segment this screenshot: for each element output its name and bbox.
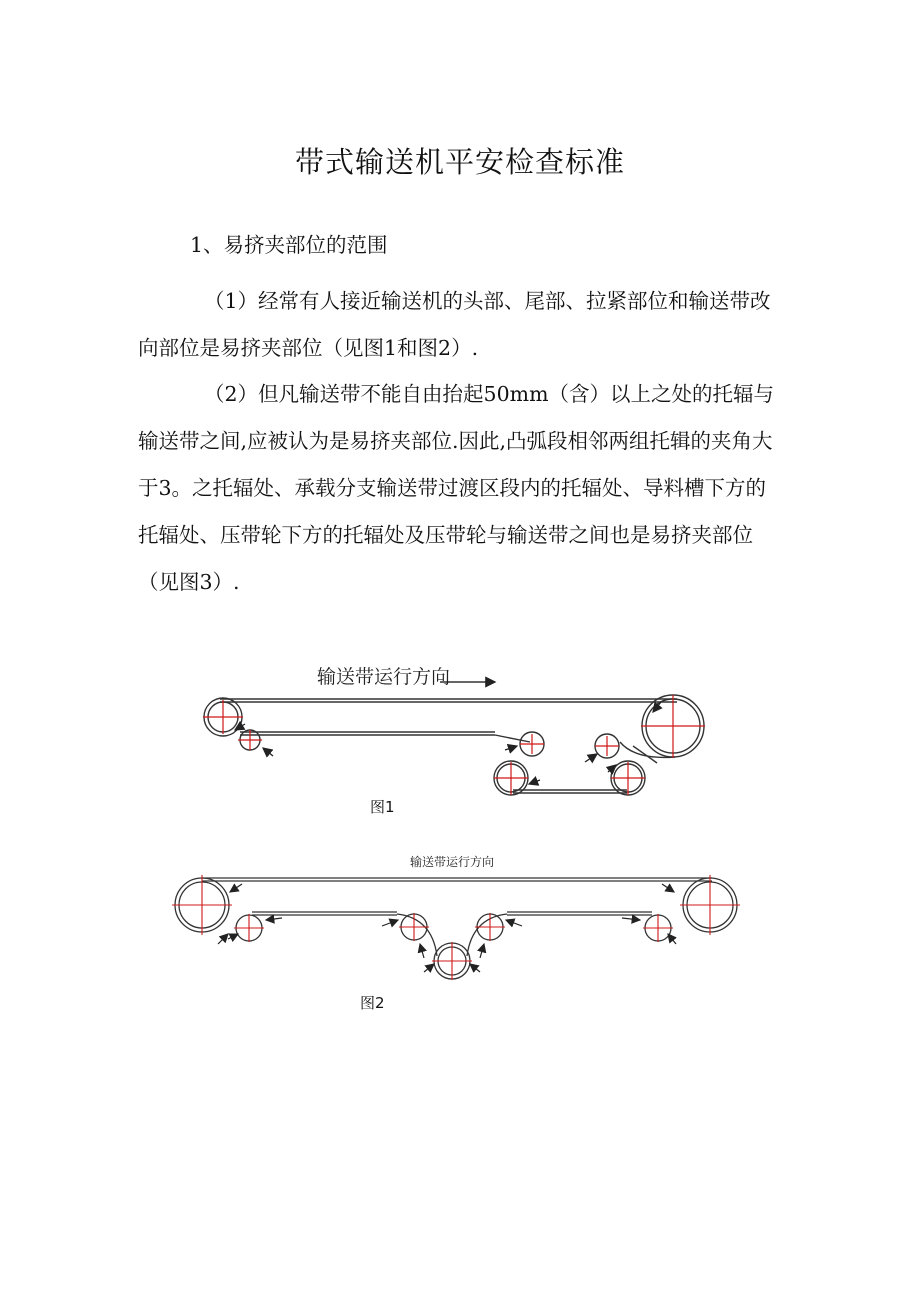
paragraph-1-block (138, 278, 778, 372)
figure-1-caption: 图1 (370, 798, 395, 816)
figure-2-caption: 图2 (360, 994, 385, 1012)
document-title: 带式输送机平安检查标准 (294, 145, 625, 179)
figure-2-direction-label: 输送带运行方向 (410, 855, 495, 869)
paragraph-2-block (138, 371, 778, 606)
figure-1-direction-label: 输送带运行方向 (317, 666, 451, 688)
figure-2 (162, 848, 752, 1028)
section-heading: 1、易挤夹部位的范围 (190, 233, 388, 257)
paragraph-1: （1）经常有人接近输送机的头部、尾部、拉紧部位和输送带改向部位是易挤夹部位（见图1和图2）. (138, 289, 771, 360)
figure-1-drawing (195, 650, 715, 810)
figure-1 (195, 650, 715, 816)
paragraph-2: （2）但凡输送带不能自由抬起50mm（含）以上之处的托辐与输送带之间,应被认为是易挤夹部位.因此,凸弧段相邻两组托辑的夹角大于3。之托辐处、承载分支输送带过渡区段内的托辐处、导料槽下方的托辐处、压带轮下方的托辐处及压带轮与输送带之间也是易挤夹部位（见图3）. (138, 382, 775, 594)
